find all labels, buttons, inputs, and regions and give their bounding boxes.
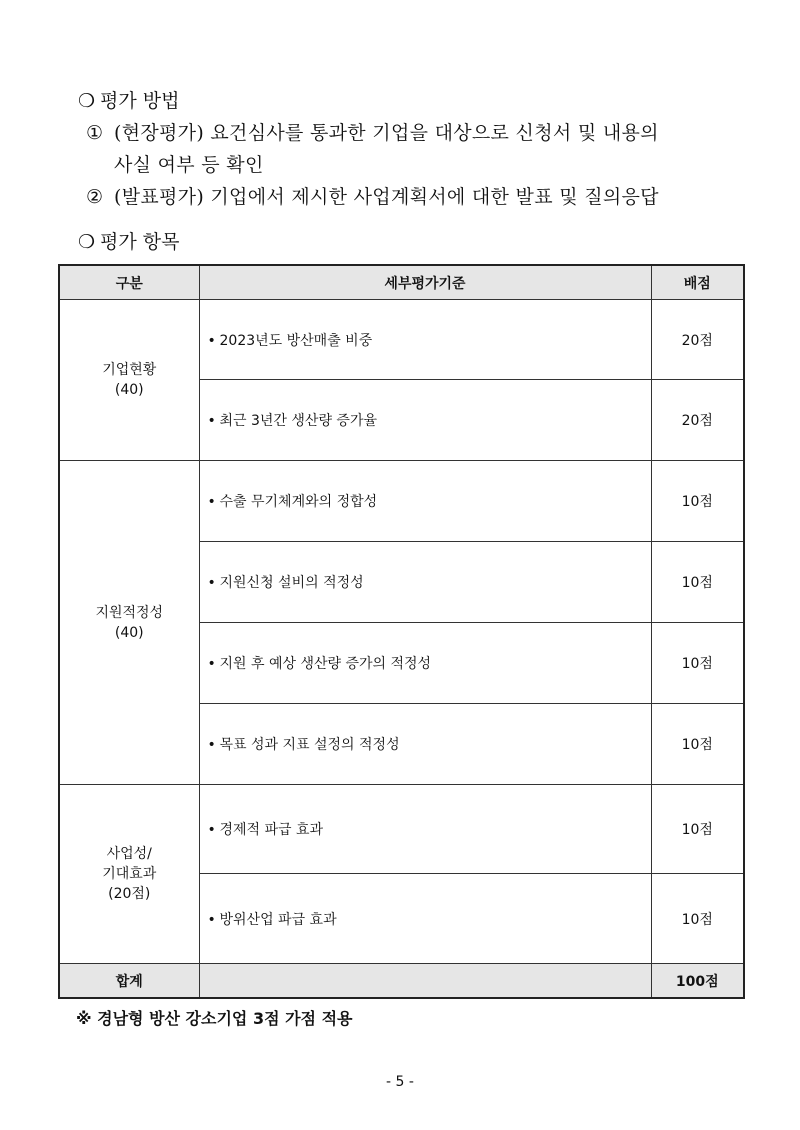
criteria-text: 수출 무기체계와의 정합성 (219, 494, 378, 510)
criteria-cell (199, 380, 651, 461)
bonus-note: ※ 경남형 방산 강소기업 3점 가점 적용 (76, 1009, 353, 1028)
bullet-icon: • (207, 737, 216, 753)
score-cell: 10점 (651, 461, 744, 542)
score-cell: 10점 (651, 623, 744, 704)
table-row (59, 300, 744, 380)
criteria-cell (199, 542, 651, 623)
criteria-text: 방위산업 파급 효과 (219, 911, 337, 928)
table-row (59, 785, 744, 874)
evaluation-table (58, 264, 745, 999)
method-line-2: (발표평가) 기업에서 제시한 사업계획서에 대한 발표 및 질의응답 (114, 186, 659, 208)
criteria-text: 2023년도 방산매출 비중 (219, 332, 373, 349)
score-cell: 20점 (651, 380, 744, 461)
category-support-adequacy (59, 461, 199, 785)
category-company-status (59, 300, 199, 461)
method-number-1: ① (86, 122, 104, 144)
header-score: 배점 (651, 265, 744, 300)
bullet-icon: • (207, 575, 216, 591)
method-line-1-cont: 사실 여부 등 확인 (114, 154, 264, 176)
table-header-row (59, 265, 744, 300)
category-points: (20점) (108, 886, 151, 902)
method-item-2 (86, 182, 659, 209)
circle-bullet-icon: ❍ (78, 90, 96, 112)
score-cell: 10점 (651, 542, 744, 623)
category-name: 지원적정성 (95, 604, 164, 621)
score-cell: 20점 (651, 300, 744, 380)
category-name: 사업성/ (106, 846, 152, 862)
criteria-cell (199, 785, 651, 874)
page-number: - 5 - (386, 1074, 414, 1090)
score-cell: 10점 (651, 874, 744, 964)
score-cell: 10점 (651, 704, 744, 785)
header-category: 구분 (59, 265, 199, 300)
category-name-line2: 기대효과 (102, 866, 157, 882)
method-item-1 (86, 118, 659, 145)
bullet-icon: • (207, 656, 216, 672)
bullet-icon: • (207, 911, 216, 928)
criteria-cell (199, 704, 651, 785)
method-item-1-cont (114, 150, 264, 177)
criteria-text: 지원 후 예상 생산량 증가의 적정성 (219, 656, 432, 672)
section-title-method (78, 86, 179, 113)
category-points: (40) (114, 624, 144, 641)
category-points: (40) (114, 382, 144, 398)
criteria-text: 지원신청 설비의 적정성 (219, 575, 364, 591)
table-row (59, 461, 744, 542)
header-criteria: 세부평가기준 (199, 265, 651, 300)
total-row (59, 964, 744, 999)
criteria-cell (199, 874, 651, 964)
method-number-2: ② (86, 186, 104, 208)
criteria-text: 목표 성과 지표 설정의 적정성 (219, 737, 400, 753)
circle-bullet-icon: ❍ (78, 231, 96, 253)
bullet-icon: • (207, 494, 216, 510)
total-label: 합계 (59, 964, 199, 999)
total-score: 100점 (651, 964, 744, 999)
criteria-cell (199, 623, 651, 704)
criteria-text: 경제적 파급 효과 (219, 822, 324, 838)
bullet-icon: • (207, 332, 216, 349)
criteria-cell (199, 300, 651, 380)
method-line-1: (현장평가) 요건심사를 통과한 기업을 대상으로 신청서 및 내용의 (114, 122, 659, 144)
section-title-items-text: 평가 항목 (100, 231, 180, 253)
bullet-icon: • (207, 413, 216, 429)
category-name: 기업현황 (102, 362, 157, 378)
criteria-text: 최근 3년간 생산량 증가율 (219, 413, 377, 429)
section-title-items (78, 227, 179, 254)
score-cell: 10점 (651, 785, 744, 874)
category-business-effect (59, 785, 199, 964)
bullet-icon: • (207, 822, 216, 838)
criteria-cell (199, 461, 651, 542)
section-title-method-text: 평가 방법 (100, 90, 180, 112)
total-empty-cell (199, 964, 651, 999)
